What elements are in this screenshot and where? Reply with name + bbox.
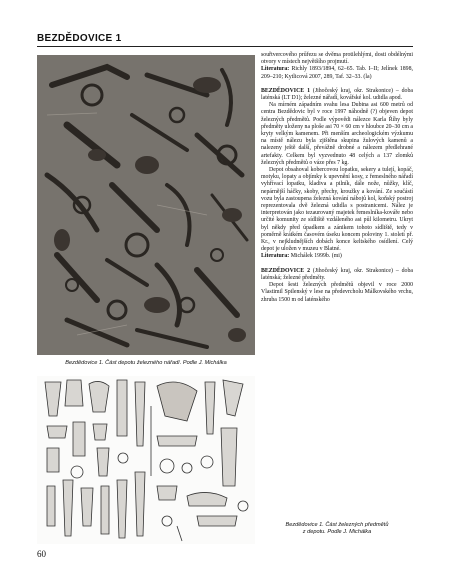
author-tag: (la) [363,73,372,80]
entry-description: (Jihočeský kraj, okr. Strakonice) – doba laténská (LT D1); železné nářadí, kovářské kol. udidla apod. [261,87,413,102]
drawing-caption-line-1: Bezdědovice 1. Část železných předmětů [285,522,389,528]
literature-block-2 [261,253,413,260]
literature-block-1 [261,66,413,80]
intro-paragraph: souřtvercového průřezu se dvěma protilehlými, dosti obdélnými otvory v místech největšího projmutí. [261,52,413,66]
literature-text: Richly 1893/1894, 62–65. Tab. I–II; Jelínek 1898, 209–210; Kytlicová 2007, 289, Taf. 32–33. [261,66,413,80]
text-column [261,52,413,304]
finds-drawing-illustration [37,376,255,544]
entry-paragraph: Na mírném západním svahu lesa Dubina asi 600 metrů od centra Bezdědovic byl v roce 1997 náhodně (?) objeven depot železných předmětů. Podle výpovědi nálezce Karla Říhy byly předměty uloženy na ploše asi 70 × 60 cm v hloubce 20–30 cm a kryty velkým kamenem. Při menším archeologickém výzkumu na místě nálezu byla zjištěna skupina žulových kamenů a nalezeny ještě další, převážně drobné a nálezem předlehrané artefakty. Celkem byl vyzvednuto 48 celých a 137 zlomků železných předmětů o váze přes 7 kg. [261,102,413,166]
hoard-photo [37,55,255,355]
header-rule [37,46,413,47]
entry-heading-2 [261,268,413,282]
drawing-caption-line-2: z depotu. Podle J. Michálka [302,529,372,535]
drawing-caption [261,522,413,536]
entry-title: BEZDĚDOVICE 2 [261,267,310,274]
entry-paragraph: Depot obsahoval kobercovou lopatku, sekery a tulejí, kopáč, motyku, lopaty a objímky k upevnění kosy, z řemeslného nářadí vyhřívací lopatku, kladiva a pilník, dále nože, nůžky, klíč, nepárnější háčky, skoby, přechy, kroužky a kování. Ze součástí vozu byla zastoupena železná kování nábojů kol, koňský postroj reprezentovala dvě železná udidla s postranicemi. Nález je interpretován jako tezaurovaný majetek řemeslníka-kováře nebo určité komunity ze sídliště vzdáleného asi půl kilometru. Ukryt byl někdy před úpadkem a zánikem tohoto sídliště, tedy v poměrně krátkém časovém úseku koncem poloviny 1. století př. Kr., v nejkludnějších dobách konce keltského osídlení. Celý depot je uložen v muzeu v Blatné. [261,167,413,253]
literature-label: Literatura: [261,253,290,260]
running-head: BEZDĚDOVICE 1 [37,33,122,44]
entry-description: (Jihočeský kraj, okr. Strakonice) – doba laténská; železné předměty. [261,267,413,281]
author-tag: (mi) [331,253,342,260]
literature-text: Michálek 1999b. [290,253,331,260]
entry-title: BEZDĚDOVICE 1 [261,87,310,94]
page-number: 60 [37,549,46,559]
entry-paragraph: Depot šesti železných předmětů objevil v roce 2000 Vlastimil Spilenský v lese na předevrcholu Málkovského vrchu, zhruba 1500 m od laténského [261,282,413,303]
entry-heading-1 [261,88,413,102]
literature-label: Literatura: [261,66,290,73]
finds-drawing [37,376,255,544]
photo-caption: Bezdědovice 1. Část depotu železného nářadí. Podle J. Michálka [65,360,227,366]
hoard-photo-illustration [37,55,255,355]
